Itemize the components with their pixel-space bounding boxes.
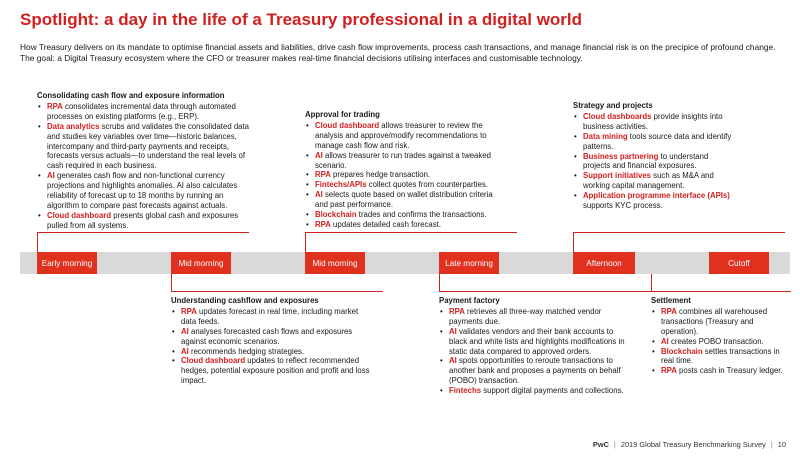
list-item: • RPA prepares hedge transaction. (305, 170, 505, 180)
block-heading: Approval for trading (305, 110, 380, 119)
connector-strategy (573, 232, 574, 252)
connector-understanding-bottom (171, 291, 383, 292)
connector-strategy-top (573, 232, 785, 233)
footer: PwC | 2019 Global Treasury Benchmarking Survey | 10 (592, 440, 786, 449)
list-item: • AI validates vendors and their bank accounts to black and white lists and highlights modifications in static data compared to approved orders. (439, 327, 629, 357)
list-item: • AI creates POBO transaction. (651, 337, 791, 347)
list-item: • Fintechs/APIs collect quotes from counterparties. (305, 180, 505, 190)
intro-text (20, 42, 790, 64)
list-item: • Fintechs support digital payments and collections. (439, 386, 629, 396)
block-heading: Consolidating cash flow and exposure information (37, 91, 225, 100)
block-heading: Payment factory (439, 296, 500, 305)
block-heading: Understanding cashflow and exposures (171, 296, 319, 305)
list-item: • RPA updates detailed cash forecast. (305, 220, 505, 230)
list-item: • Cloud dashboard allows treasurer to review the analysis and approve/modify recommendations to manage cash flow and risk. (305, 121, 505, 151)
connector-understanding (171, 274, 172, 292)
list-item: • AI spots opportunities to reroute transactions to another bank and proposes a payments on behalf (POBO) transaction. (439, 356, 629, 386)
list-item: • AI analyses forecasted cash flows and exposures against economic scenarios. (171, 327, 371, 347)
block-heading: Strategy and projects (573, 101, 653, 110)
list-item: • AI recommends hedging strategies. (171, 347, 371, 357)
connector-consolidating (37, 232, 38, 252)
timeline-cutoff: Cutoff (709, 252, 769, 274)
timeline-band (20, 252, 790, 274)
list-item: • AI generates cash flow and non-functional currency projections and highlights anomalies. AI also calculates reliability of forecast up to 18 months by running an algorithm to compare past forecasts against actuals. (37, 171, 249, 211)
list-item: • Business partnering to understand projects and financial exposures. (573, 152, 733, 172)
timeline-afternoon: Afternoon (573, 252, 635, 274)
connector-approval-top (305, 232, 517, 233)
list-item: • Support initiatives such as M&A and working capital management. (573, 171, 733, 191)
connector-payment (439, 274, 440, 292)
list-item: • RPA combines all warehoused transactions (Treasury and operation). (651, 307, 791, 337)
block-approval (305, 110, 505, 230)
block-heading: Settlement (651, 296, 691, 305)
list-item: • Cloud dashboard presents global cash and exposures pulled from all systems. (37, 211, 249, 231)
page-title: Spotlight: a day in the life of a Treasury professional in a digital world (20, 10, 583, 29)
list-item: • Cloud dashboards provide insights into business activities. (573, 112, 733, 132)
page-number: 10 (777, 440, 786, 449)
connector-settlement (651, 274, 652, 292)
timeline-late-morning: Late morning (439, 252, 499, 274)
timeline-mid-morning-2: Mid morning (305, 252, 365, 274)
list-item: • AI allows treasurer to run trades against a tweaked scenario. (305, 151, 505, 171)
timeline-mid-morning-1: Mid morning (171, 252, 231, 274)
list-item: • Application programme interface (APIs) supports KYC process. (573, 191, 733, 211)
block-understanding (171, 296, 371, 386)
connector-approval (305, 232, 306, 252)
connector-settlement-bottom (651, 291, 791, 292)
list-item: • AI selects quote based on wallet distribution criteria and past performance. (305, 190, 505, 210)
list-item: • Data analytics scrubs and validates the consolidated data and studies key variables over time—historic balances, intercompany and third-party payments and receipts, forecasts versus actuals—to understand the real levels of cash required in each business. (37, 122, 249, 172)
connector-payment-bottom (439, 291, 651, 292)
footer-brand: PwC (592, 440, 609, 449)
intro-line-1: How Treasury delivers on its mandate to optimise financial assets and liabilities, drive cash flow improvements, process cash transactions, and manage financial risk is on the precipice of profound change. (20, 42, 776, 52)
list-item: • RPA updates forecast in real time, including market data feeds. (171, 307, 371, 327)
block-payment (439, 296, 629, 396)
list-item: • RPA posts cash in Treasury ledger. (651, 366, 791, 376)
block-settlement (651, 296, 791, 376)
timeline-early-morning: Early morning (37, 252, 97, 274)
list-item: • RPA retrieves all three-way matched vendor payments due. (439, 307, 629, 327)
connector-consolidating-top (37, 232, 249, 233)
footer-report: 2019 Global Treasury Benchmarking Survey (620, 440, 766, 449)
list-item: • RPA consolidates incremental data through automated processes on existing platforms (e.g., ERP). (37, 102, 249, 122)
list-item: • Blockchain settles transactions in real time. (651, 347, 791, 367)
intro-line-2: The goal: a Digital Treasury ecosystem where the CFO or treasurer makes real-time financial decisions utilising interfaces and customisable technology. (20, 53, 583, 63)
block-strategy (573, 101, 733, 211)
list-item: • Data mining tools source data and identify patterns. (573, 132, 733, 152)
block-consolidating (37, 91, 249, 231)
list-item: • Cloud dashboard updates to reflect recommended hedges, potential exposure position and profit and loss impact. (171, 356, 371, 386)
list-item: • Blockchain trades and confirms the transactions. (305, 210, 505, 220)
